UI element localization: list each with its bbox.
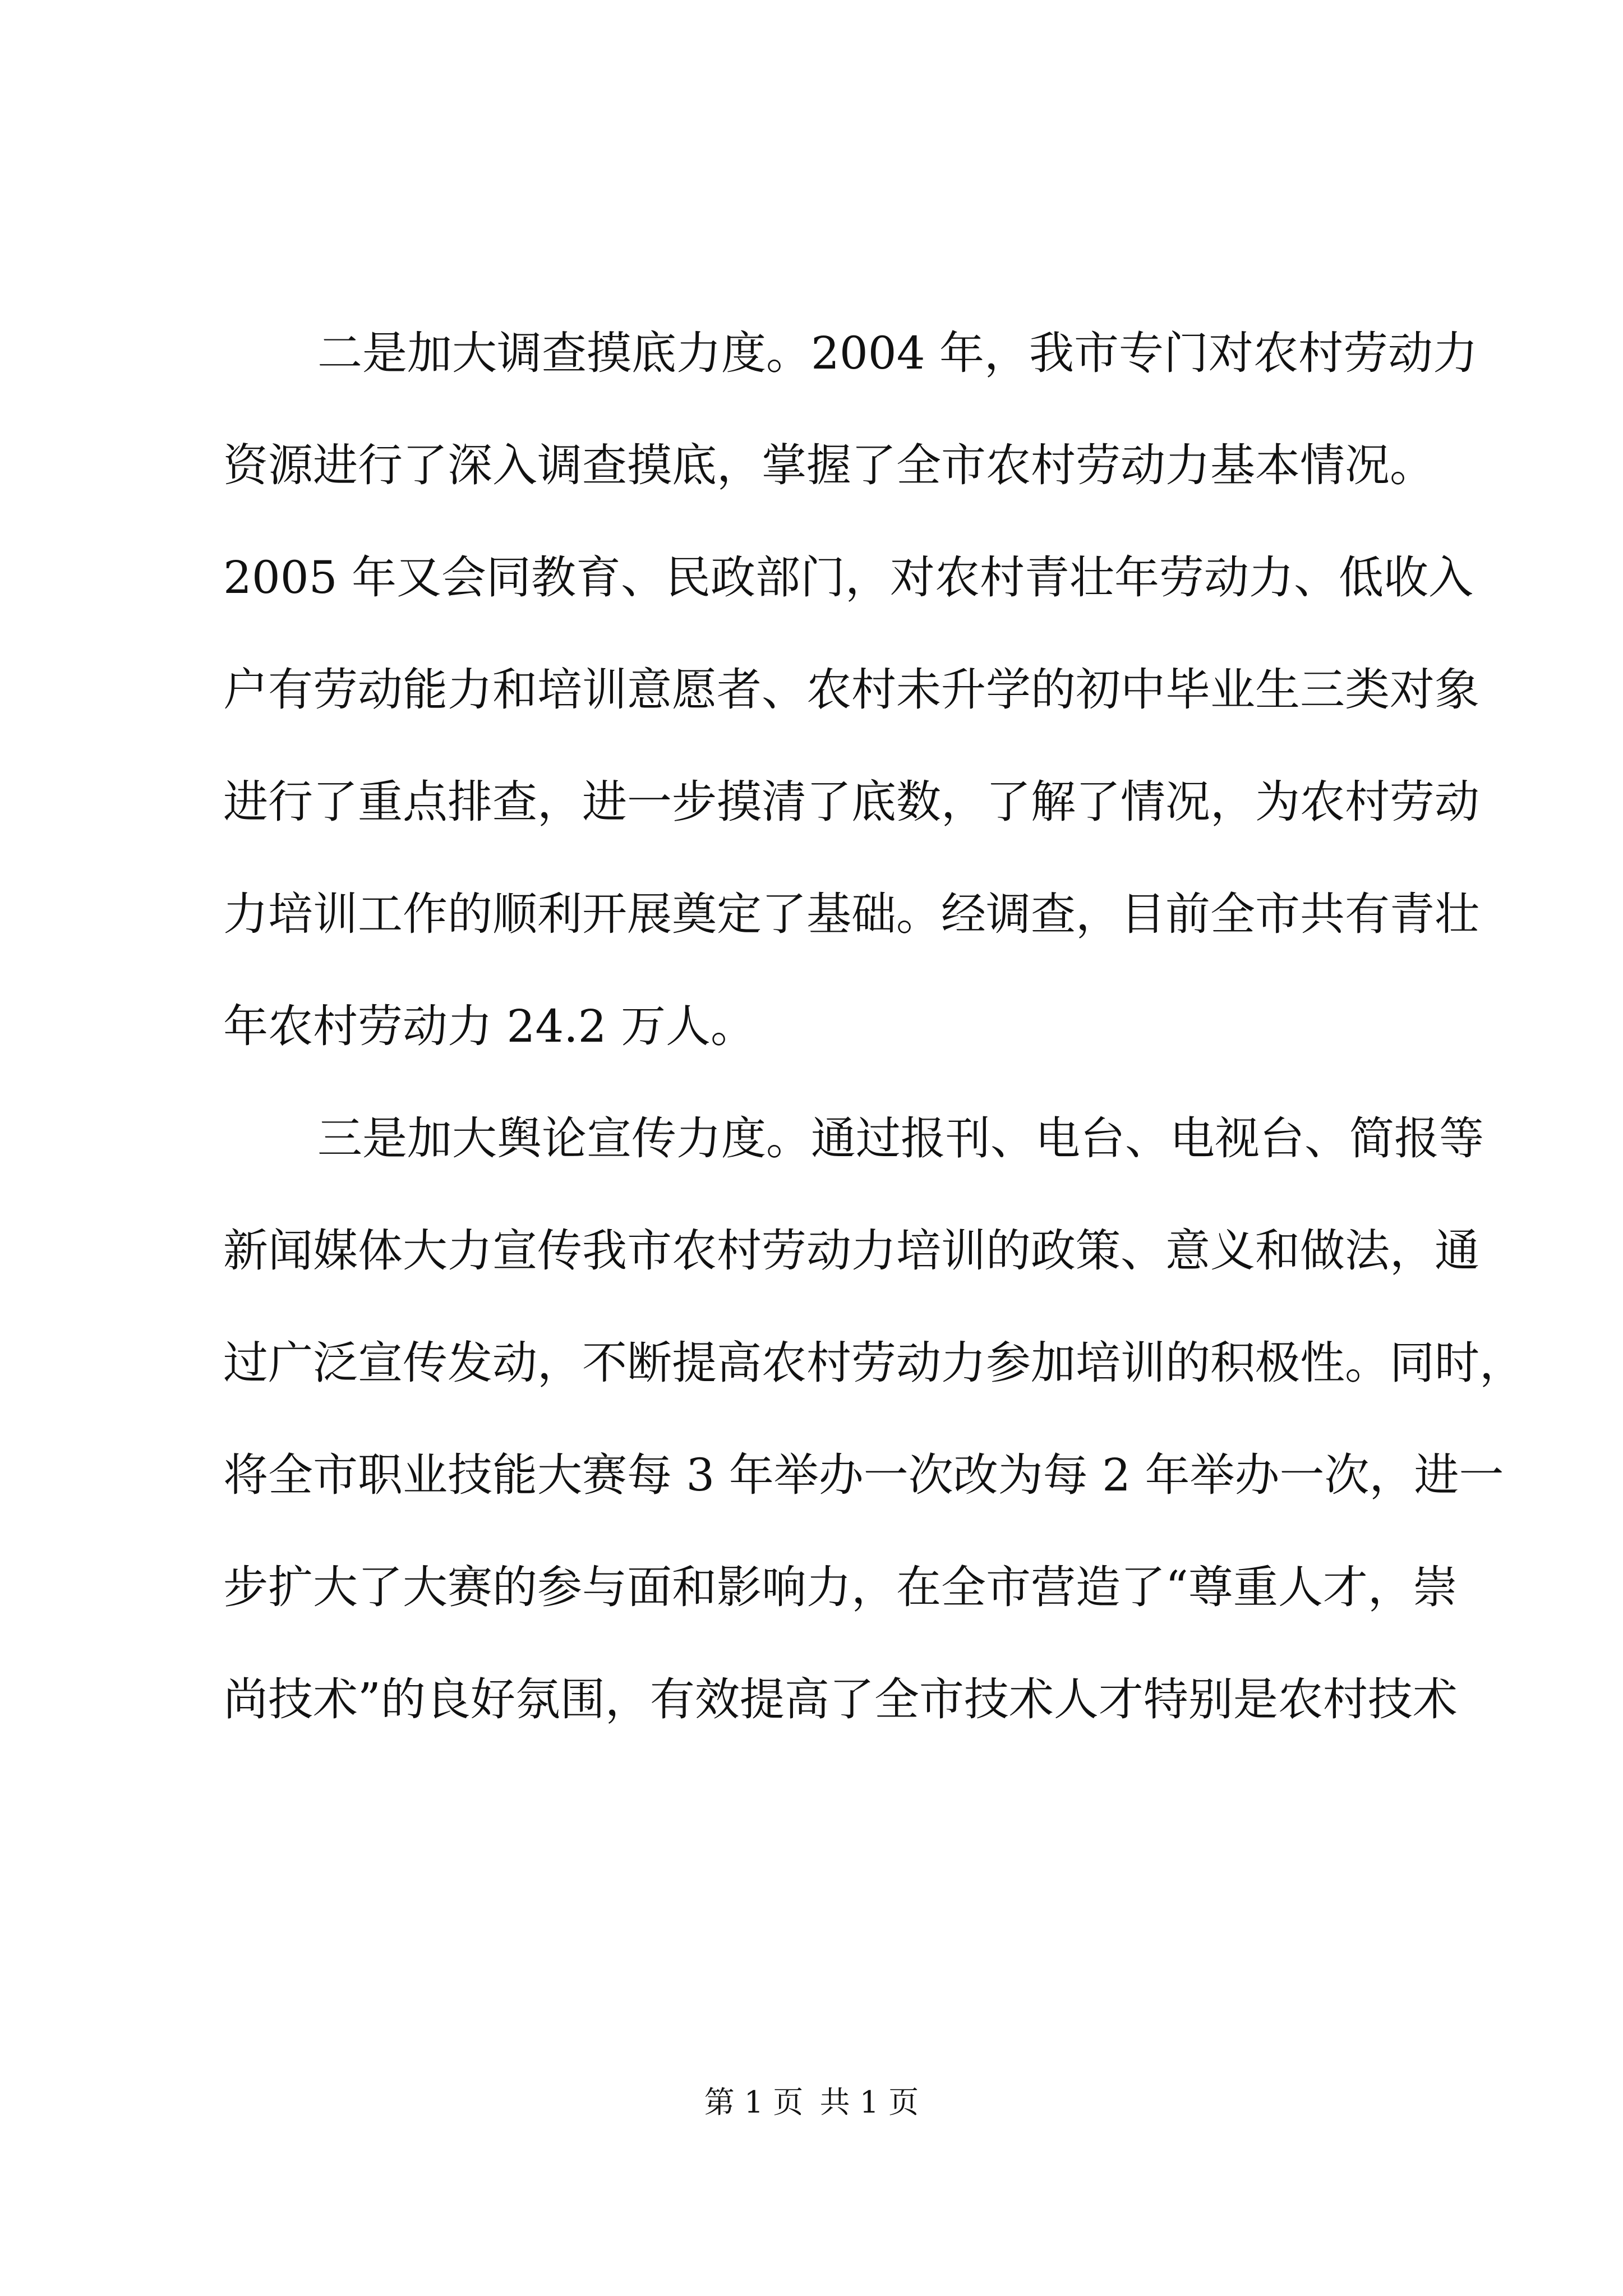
paragraph-line: 过广泛宣传发动，不断提高农村劳动力参加培训的积极性。同时， [223,1337,1524,1389]
paragraph-line: 将全市职业技能大赛每 3 年举办一次改为每 2 年举办一次，进一 [223,1449,1504,1501]
paragraph-line: 进行了重点排查，进一步摸清了底数，了解了情况，为农村劳动 [223,776,1479,828]
paragraph-line: 二是加大调查摸底力度。2004 年，我市专门对农村劳动力 [317,327,1478,379]
document-body [223,297,1524,1756]
paragraph-publicity [223,1083,1524,1756]
paragraph-line: 力培训工作的顺利开展奠定了基础。经调查，目前全市共有青壮 [223,888,1479,940]
paragraph-line: 资源进行了深入调查摸底，掌握了全市农村劳动力基本情况。 [223,439,1435,491]
paragraph-line: 三是加大舆论宣传力度。通过报刊、电台、电视台、简报等 [317,1112,1484,1165]
paragraph-line: 新闻媒体大力宣传我市农村劳动力培训的政策、意义和做法，通 [223,1225,1479,1277]
paragraph-line: 2005 年又会同教育、民政部门，对农村青壮年劳动力、低收入 [223,551,1474,604]
page-number-current: 第 1 页 [704,2085,804,2120]
paragraph-investigation [223,297,1479,1083]
paragraph-line: 年农村劳动力 24.2 万人。 [223,1000,755,1052]
paragraph-line: 户有劳动能力和培训意愿者、农村未升学的初中毕业生三类对象 [223,664,1479,716]
paragraph-line: 尚技术”的良好氛围，有效提高了全市技术人才特别是农村技术 [223,1673,1458,1726]
paragraph-line: 步扩大了大赛的参与面和影响力，在全市营造了“尊重人才，崇 [223,1561,1458,1613]
page-footer [0,2080,1623,2125]
page-number-total: 共 1 页 [819,2085,919,2120]
